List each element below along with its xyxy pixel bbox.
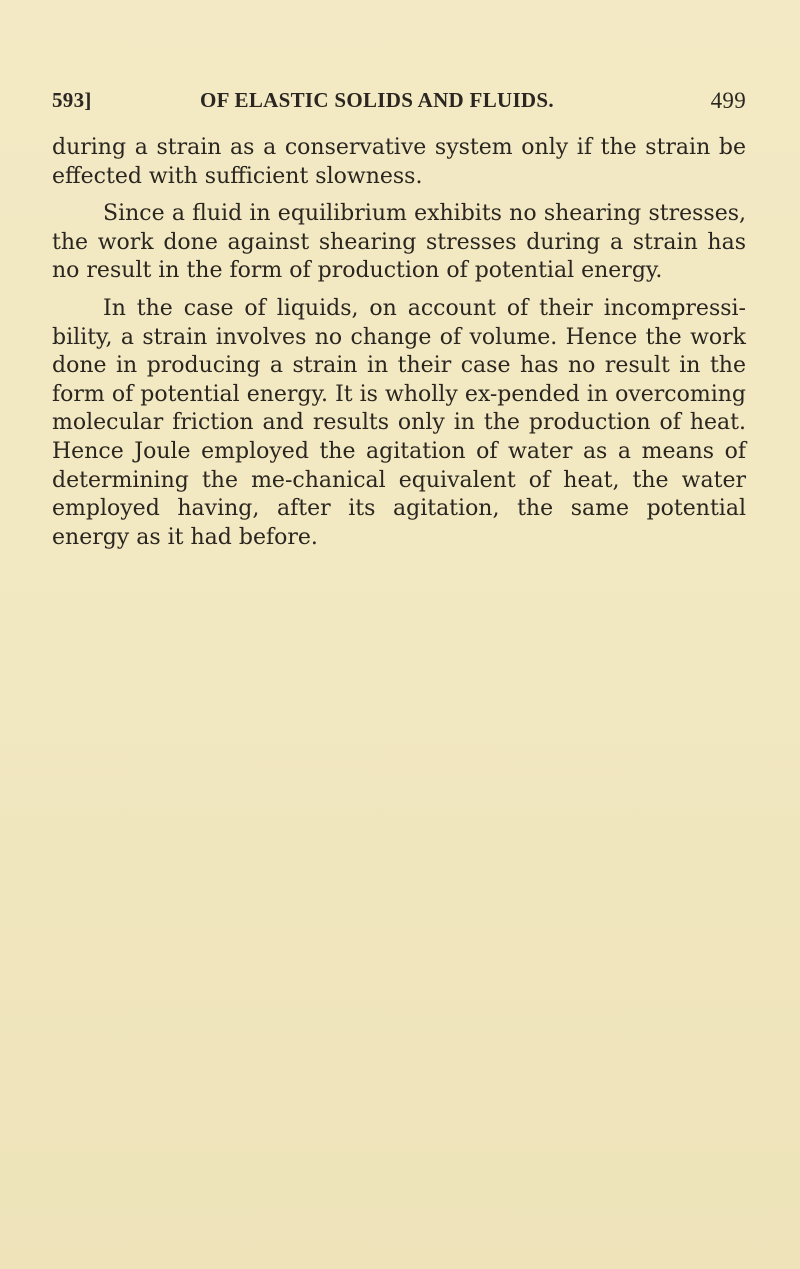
running-title: OF ELASTIC SOLIDS AND FLUIDS.: [200, 88, 554, 112]
section-number: 593]: [52, 88, 92, 112]
page-number: 499: [710, 88, 746, 113]
body-text: [52, 134, 746, 552]
paragraph-fluid-shearing: Since a fluid in equilibrium exhibits no shearing stresses, the work done against shearing stresses during a strain has no result in the form of production of potential energy.: [52, 201, 746, 284]
running-head: [52, 88, 746, 118]
paragraph-liquids: In the case of liquids, on account of their incompressi-bility, a strain involves no change of volume. Hence the work done in producing a strain in their case has no result in the form of potential energy. It is wholly ex-pended in overcoming molecular friction and results only in the production of heat. Hence Joule employed the agitation of water as a means of determining the me-chanical equivalent of heat, the water employed having, after its agitation, the same potential energy as it had before.: [52, 295, 746, 550]
paragraph-continued: during a strain as a conservative system only if the strain be effected with sufficient slowness.: [52, 135, 746, 189]
